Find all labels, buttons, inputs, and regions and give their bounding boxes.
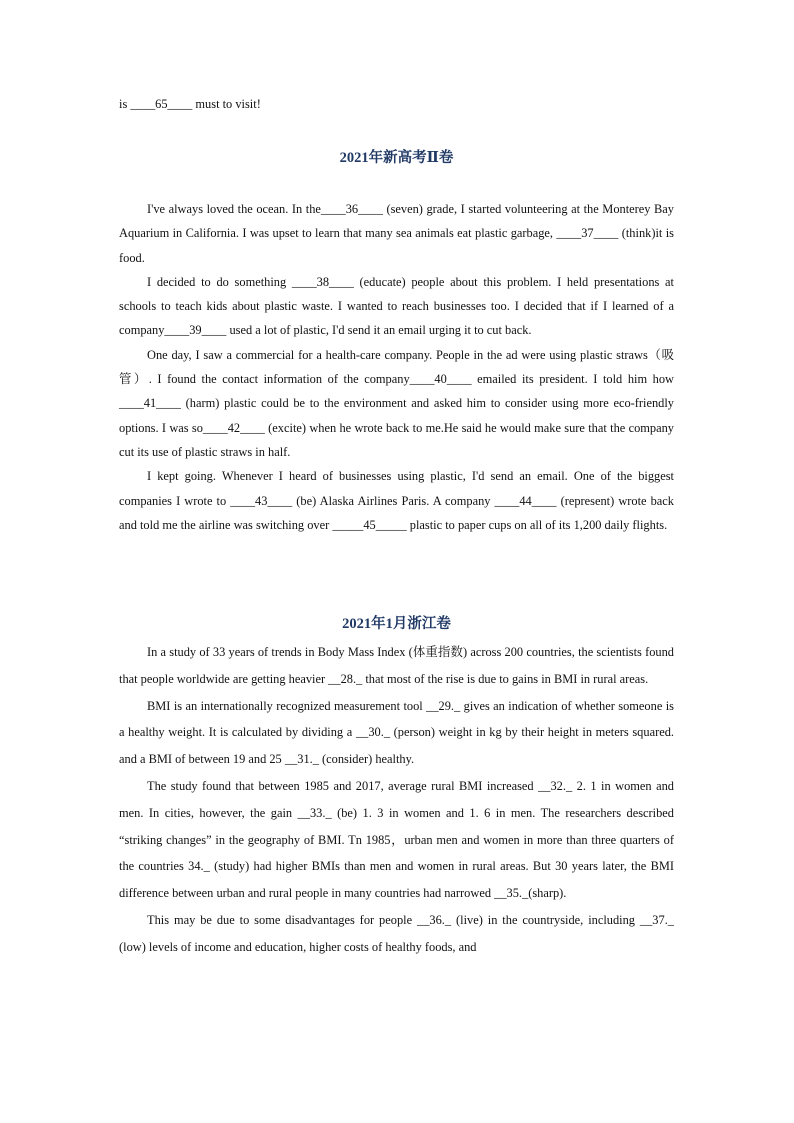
passage-bmi-study xyxy=(119,639,674,961)
section-title-2021-zhejiang: 2021年1月浙江卷 xyxy=(342,616,451,632)
paragraph: In a study of 33 years of trends in Body Mass Index (体重指数) across 200 countries, the scientists found that people worldwide are getting heavier __28._ that most of the rise is due to gains in BMI in rural areas. xyxy=(119,645,674,686)
paragraph: I've always loved the ocean. In the____36____ (seven) grade, I started volunteering at the Monterey Bay Aquarium in California. I was upset to learn that many sea animals eat plastic garbage, ____37____ (think)it is food. xyxy=(119,202,674,265)
continued-line: is ____65____ must to visit! xyxy=(119,97,261,111)
paragraph: I decided to do something ____38____ (educate) people about this problem. I held presentations at schools to teach kids about plastic waste. I wanted to reach businesses too. I decided that if I learned of a company____39____ used a lot of plastic, I'd send it an email urging it to cut back. xyxy=(119,274,674,338)
paragraph: I kept going. Whenever I heard of businesses using plastic, I'd send an email. One of the biggest companies I wrote to ____43____ (be) Alaska Airlines Paris. A company ____44____ (represent) wrote back and told me the airline was switching over _____45_____ plastic to paper cups on all of its 1,200 daily flights. xyxy=(119,469,674,532)
paragraph: The study found that between 1985 and 2017, average rural BMI increased __32._ 2. 1 in women and men. In cities, however, the gain __33._ (be) 1. 3 in women and 1. 6 in men. The researchers described “striking changes” in the geography of BMI. Tn 1985，urban men and women in more than three quarters of the countries 34._ (study) had higher BMIs than men and women in rural areas. But 30 years later, the BMI difference between urban and rural people in many countries had narrowed __35._(sharp). xyxy=(119,778,674,901)
passage-ocean-plastic xyxy=(119,197,674,537)
paragraph: One day, I saw a commercial for a health-care company. People in the ad were using plastic straws（吸管）. I found the contact information of the company____40____ emailed its president. I told him how ____41____ (harm) plastic could be to the environment and asked him to consider using more eco-friendly options. I was so____42____ (excite) when he wrote back to me.He said he would make sure that the company cut its use of plastic straws in half. xyxy=(119,347,674,459)
section-title-2021-new-gaokao-2: 2021年新高考Ⅱ卷 xyxy=(339,150,454,166)
paragraph: This may be due to some disadvantages for people __36._ (live) in the countryside, including __37._ (low) levels of income and education, higher costs of healthy foods, and xyxy=(119,912,674,954)
paragraph: BMI is an internationally recognized measurement tool __29._ gives an indication of whether someone is a healthy weight. It is calculated by dividing a __30._ (person) weight in kg by their height in meters squared. and a BMI of between 19 and 25 __31._ (consider) healthy. xyxy=(119,698,674,767)
